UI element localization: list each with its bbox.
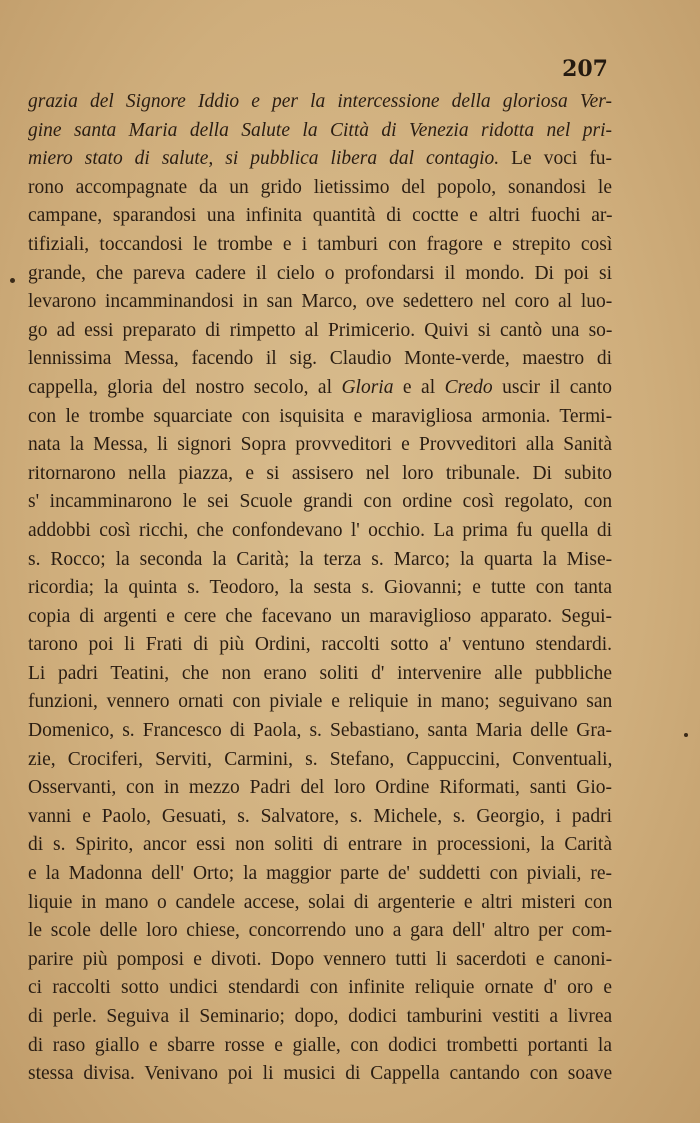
text-line xyxy=(28,917,612,946)
text-segment: campane, sparandosi una infinita quantità di coctte e altri fuochi ar- xyxy=(28,205,613,227)
text-segment: di raso giallo e sbarre rosse e gialle, con dodici trombetti portanti la xyxy=(28,1034,612,1056)
text-segment: levarono incamminandosi in san Marco, ove sedettero nel coro al luo- xyxy=(28,291,613,313)
text-line xyxy=(28,946,612,975)
text-line xyxy=(28,603,612,632)
text-line xyxy=(28,974,612,1003)
text-segment: cappella, gloria del nostro secolo, al xyxy=(28,376,342,398)
text-line xyxy=(28,546,612,575)
text-line xyxy=(28,288,612,317)
text-segment: Osservanti, con in mezzo Padri del loro Ordine Riformati, santi Gio- xyxy=(28,777,613,799)
text-segment: liquie in mano o candele accese, solai di argenterie e altri misteri con xyxy=(28,891,613,913)
text-segment: ci raccolti sotto undici stendardi con infinite reliquie ornate d' oro e xyxy=(28,977,612,999)
text-segment: ricordia; la quinta s. Teodoro, la sesta s. Giovanni; e tutte con tanta xyxy=(28,577,612,599)
text-line xyxy=(28,774,612,803)
text-line xyxy=(28,174,612,203)
italic-text: miero stato di salute, si pubblica libera dal contagio. xyxy=(28,148,500,170)
text-line xyxy=(28,660,612,689)
text-segment: nata la Messa, li signori Sopra provveditori e Provveditori alla Sanità xyxy=(28,434,612,456)
text-segment: con le trombe squarciate con isquisita e maravigliosa armonia. Termi- xyxy=(28,405,613,427)
text-line xyxy=(28,317,612,346)
text-segment: Domenico, s. Francesco di Paola, s. Sebastiano, santa Maria delle Gra- xyxy=(28,720,612,742)
text-segment: di s. Spirito, ancor essi non soliti di entrare in processioni, la Carità xyxy=(28,834,612,856)
text-segment: Li padri Teatini, che non erano soliti d' intervenire alle pubbliche xyxy=(28,662,612,684)
text-line xyxy=(28,117,612,146)
text-segment: lennissima Messa, facendo il sig. Claudio Monte-verde, maestro di xyxy=(28,348,612,370)
ink-speck xyxy=(684,733,688,737)
text-segment: e la Madonna dell' Orto; la maggior parte de' suddetti con piviali, re- xyxy=(28,863,612,885)
text-line xyxy=(28,1003,612,1032)
text-line xyxy=(28,231,612,260)
text-segment: vanni e Paolo, Gesuati, s. Salvatore, s. Michele, s. Georgio, i padri xyxy=(28,805,612,827)
text-segment: rono accompagnate da un grido lietissimo del popolo, sonandosi le xyxy=(28,176,612,198)
italic-text: gine santa Maria della Salute la Città di Venezia ridotta nel pri- xyxy=(28,119,613,141)
text-line xyxy=(28,1032,612,1061)
text-line xyxy=(28,831,612,860)
text-line xyxy=(28,574,612,603)
text-segment: zie, Crociferi, Serviti, Carmini, s. Stefano, Cappuccini, Conventuali, xyxy=(28,748,613,770)
italic-text: Gloria xyxy=(341,376,394,398)
text-segment: s' incamminarono le sei Scuole grandi con ordine così regolato, con xyxy=(28,491,613,513)
text-segment: copia di argenti e cere che facevano un maraviglioso apparato. Segui- xyxy=(28,605,612,627)
text-line xyxy=(28,88,612,117)
text-segment: go ad essi preparato di rimpetto al Primicerio. Quivi si cantò una so- xyxy=(28,319,613,341)
text-segment: s. Rocco; la seconda la Carità; la terza s. Marco; la quarta la Mise- xyxy=(28,548,613,570)
text-segment: addobbi così ricchi, che confondevano l' occhio. La prima fu quella di xyxy=(28,519,612,541)
ink-speck xyxy=(10,278,15,283)
text-segment: parire più pomposi e divoti. Dopo vennero tutti li sacerdoti e canoni- xyxy=(28,948,613,970)
italic-text: grazia del Signore Iddio e per la intercessione della gloriosa Ver- xyxy=(28,91,612,112)
text-line xyxy=(28,1060,612,1089)
text-line xyxy=(28,717,612,746)
text-segment: tarono poi li Frati di più Ordini, raccolti sotto a' ventuno stendardi. xyxy=(28,634,612,656)
text-line xyxy=(28,403,612,432)
text-segment: ritornarono nella piazza, e si assisero nel loro tribunale. Di subito xyxy=(28,462,613,484)
text-line xyxy=(28,746,612,775)
text-segment: le scole delle loro chiese, concorrendo uno a gara dell' altro per com- xyxy=(28,920,612,942)
text-line xyxy=(28,688,612,717)
text-segment: funzioni, vennero ornati con piviale e reliquie in mano; seguivano san xyxy=(28,691,613,713)
text-line xyxy=(28,345,612,374)
text-line xyxy=(28,202,612,231)
text-segment: stessa divisa. Venivano poi li musici di Cappella cantando con soave xyxy=(28,1063,613,1085)
text-segment: di perle. Seguiva il Seminario; dopo, dodici tamburini vestiti a livrea xyxy=(28,1006,613,1027)
italic-text: Credo xyxy=(444,376,493,398)
text-segment: uscir il canto xyxy=(492,376,613,398)
text-line xyxy=(28,431,612,460)
text-segment: grande, che pareva cadere il cielo o profondarsi il mondo. Di poi si xyxy=(28,262,612,284)
text-segment: tifiziali, toccandosi le trombe e i tamburi con fragore e strepito così xyxy=(28,233,613,255)
text-line xyxy=(28,488,612,517)
body-text xyxy=(28,88,612,1089)
text-line xyxy=(28,631,612,660)
text-line xyxy=(28,260,612,289)
text-segment: Le voci fu- xyxy=(499,148,613,170)
text-line xyxy=(28,374,612,403)
text-line xyxy=(28,889,612,918)
text-segment: e al xyxy=(393,376,445,398)
text-line xyxy=(28,517,612,546)
page-number: 207 xyxy=(562,56,608,82)
text-line xyxy=(28,460,612,489)
text-line xyxy=(28,145,612,174)
text-line xyxy=(28,803,612,832)
text-line xyxy=(28,860,612,889)
